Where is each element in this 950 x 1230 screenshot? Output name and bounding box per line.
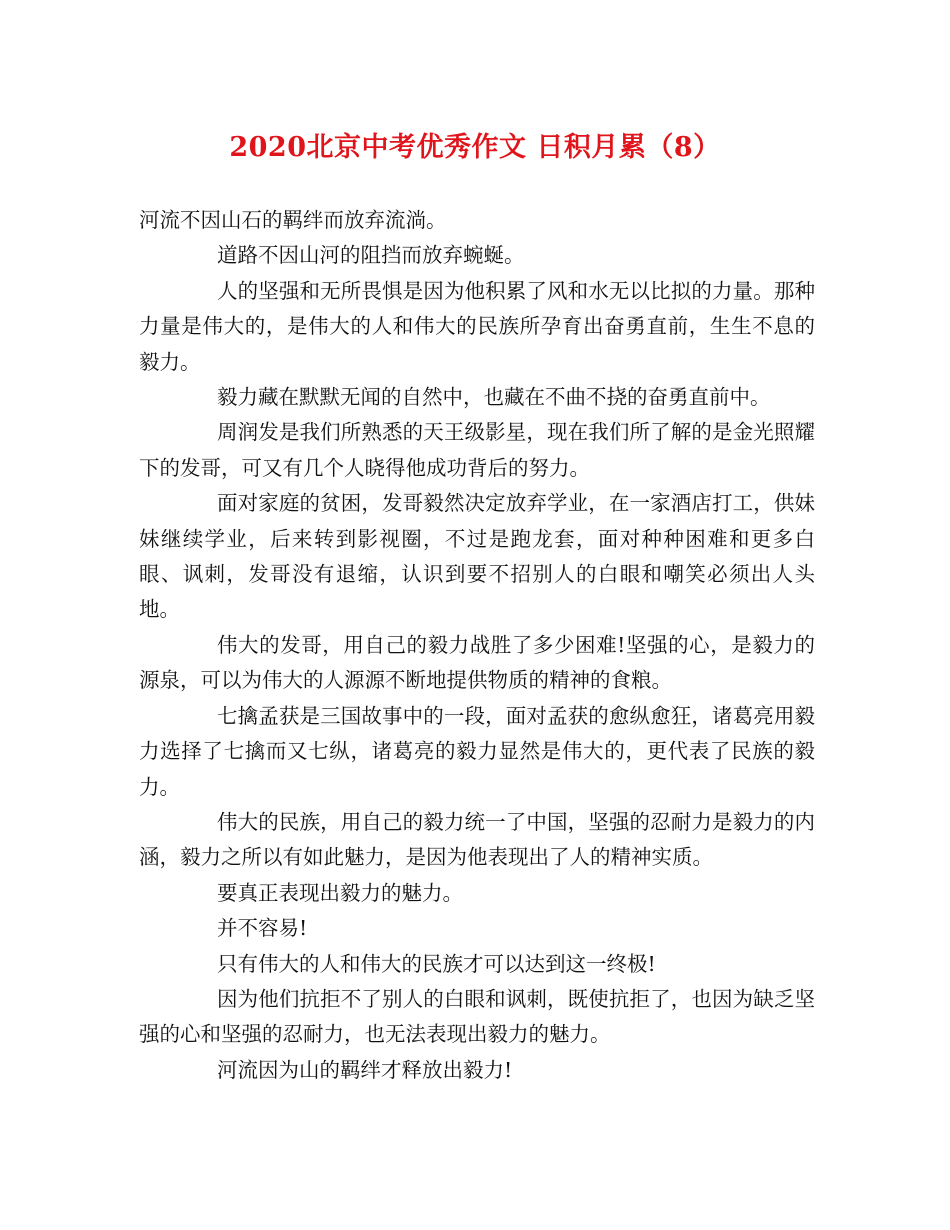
paragraph: 因为他们抗拒不了别人的白眼和讽刺，既使抗拒了，也因为缺乏坚强的心和坚强的忍耐力，也无法表现出毅力的魅力。: [139, 986, 815, 1047]
paragraph: 七擒孟获是三国故事中的一段，面对孟获的愈纵愈狂，诸葛亮用毅力选择了七擒而又七纵，诸葛亮的毅力显然是伟大的，更代表了民族的毅力。: [139, 703, 815, 799]
paragraph: 伟大的民族，用自己的毅力统一了中国，坚强的忍耐力是毅力的内涵，毅力之所以有如此魅力，是因为他表现出了人的精神实质。: [139, 809, 815, 870]
paragraph: 毅力藏在默默无闻的自然中，也藏在不曲不挠的奋勇直前中。: [217, 385, 771, 410]
paragraph: 周润发是我们所熟悉的天王级影星，现在我们所了解的是金光照耀下的发哥，可又有几个人晓得他成功背后的努力。: [139, 420, 815, 480]
paragraph: 河流不因山石的羁绊而放弃流淌。: [139, 208, 447, 232]
paragraph: 伟大的发哥，用自己的毅力战胜了多少困难!坚强的心，是毅力的源泉，可以为伟大的人源源不断地提供物质的精神的食粮。: [139, 632, 815, 693]
paragraph: 只有伟大的人和伟大的民族才可以达到这一终极!: [217, 951, 656, 976]
paragraph: 河流因为山的羁绊才释放出毅力!: [217, 1057, 513, 1082]
paragraph: 人的坚强和无所畏惧是因为他积累了风和水无以比拟的力量。那种力量是伟大的，是伟大的人和伟大的民族所孕育出奋勇直前，生生不息的毅力。: [139, 278, 815, 374]
paragraph: 道路不因山河的阻挡而放弃蜿蜒。: [217, 243, 525, 268]
paragraph: 并不容易!: [217, 916, 308, 941]
paragraph: 面对家庭的贫困，发哥毅然决定放弃学业，在一家酒店打工，供妹妹继续学业，后来转到影视圈，不过是跑龙套，面对种种困难和更多白眼、讽刺，发哥没有退缩，认识到要不招别人的白眼和嘲笑必须出人头地。: [139, 491, 815, 622]
document-title: 2020北京中考优秀作文 日积月累（8）: [229, 132, 721, 163]
document-body: [139, 203, 815, 1088]
paragraph: 要真正表现出毅力的魅力。: [217, 880, 463, 905]
